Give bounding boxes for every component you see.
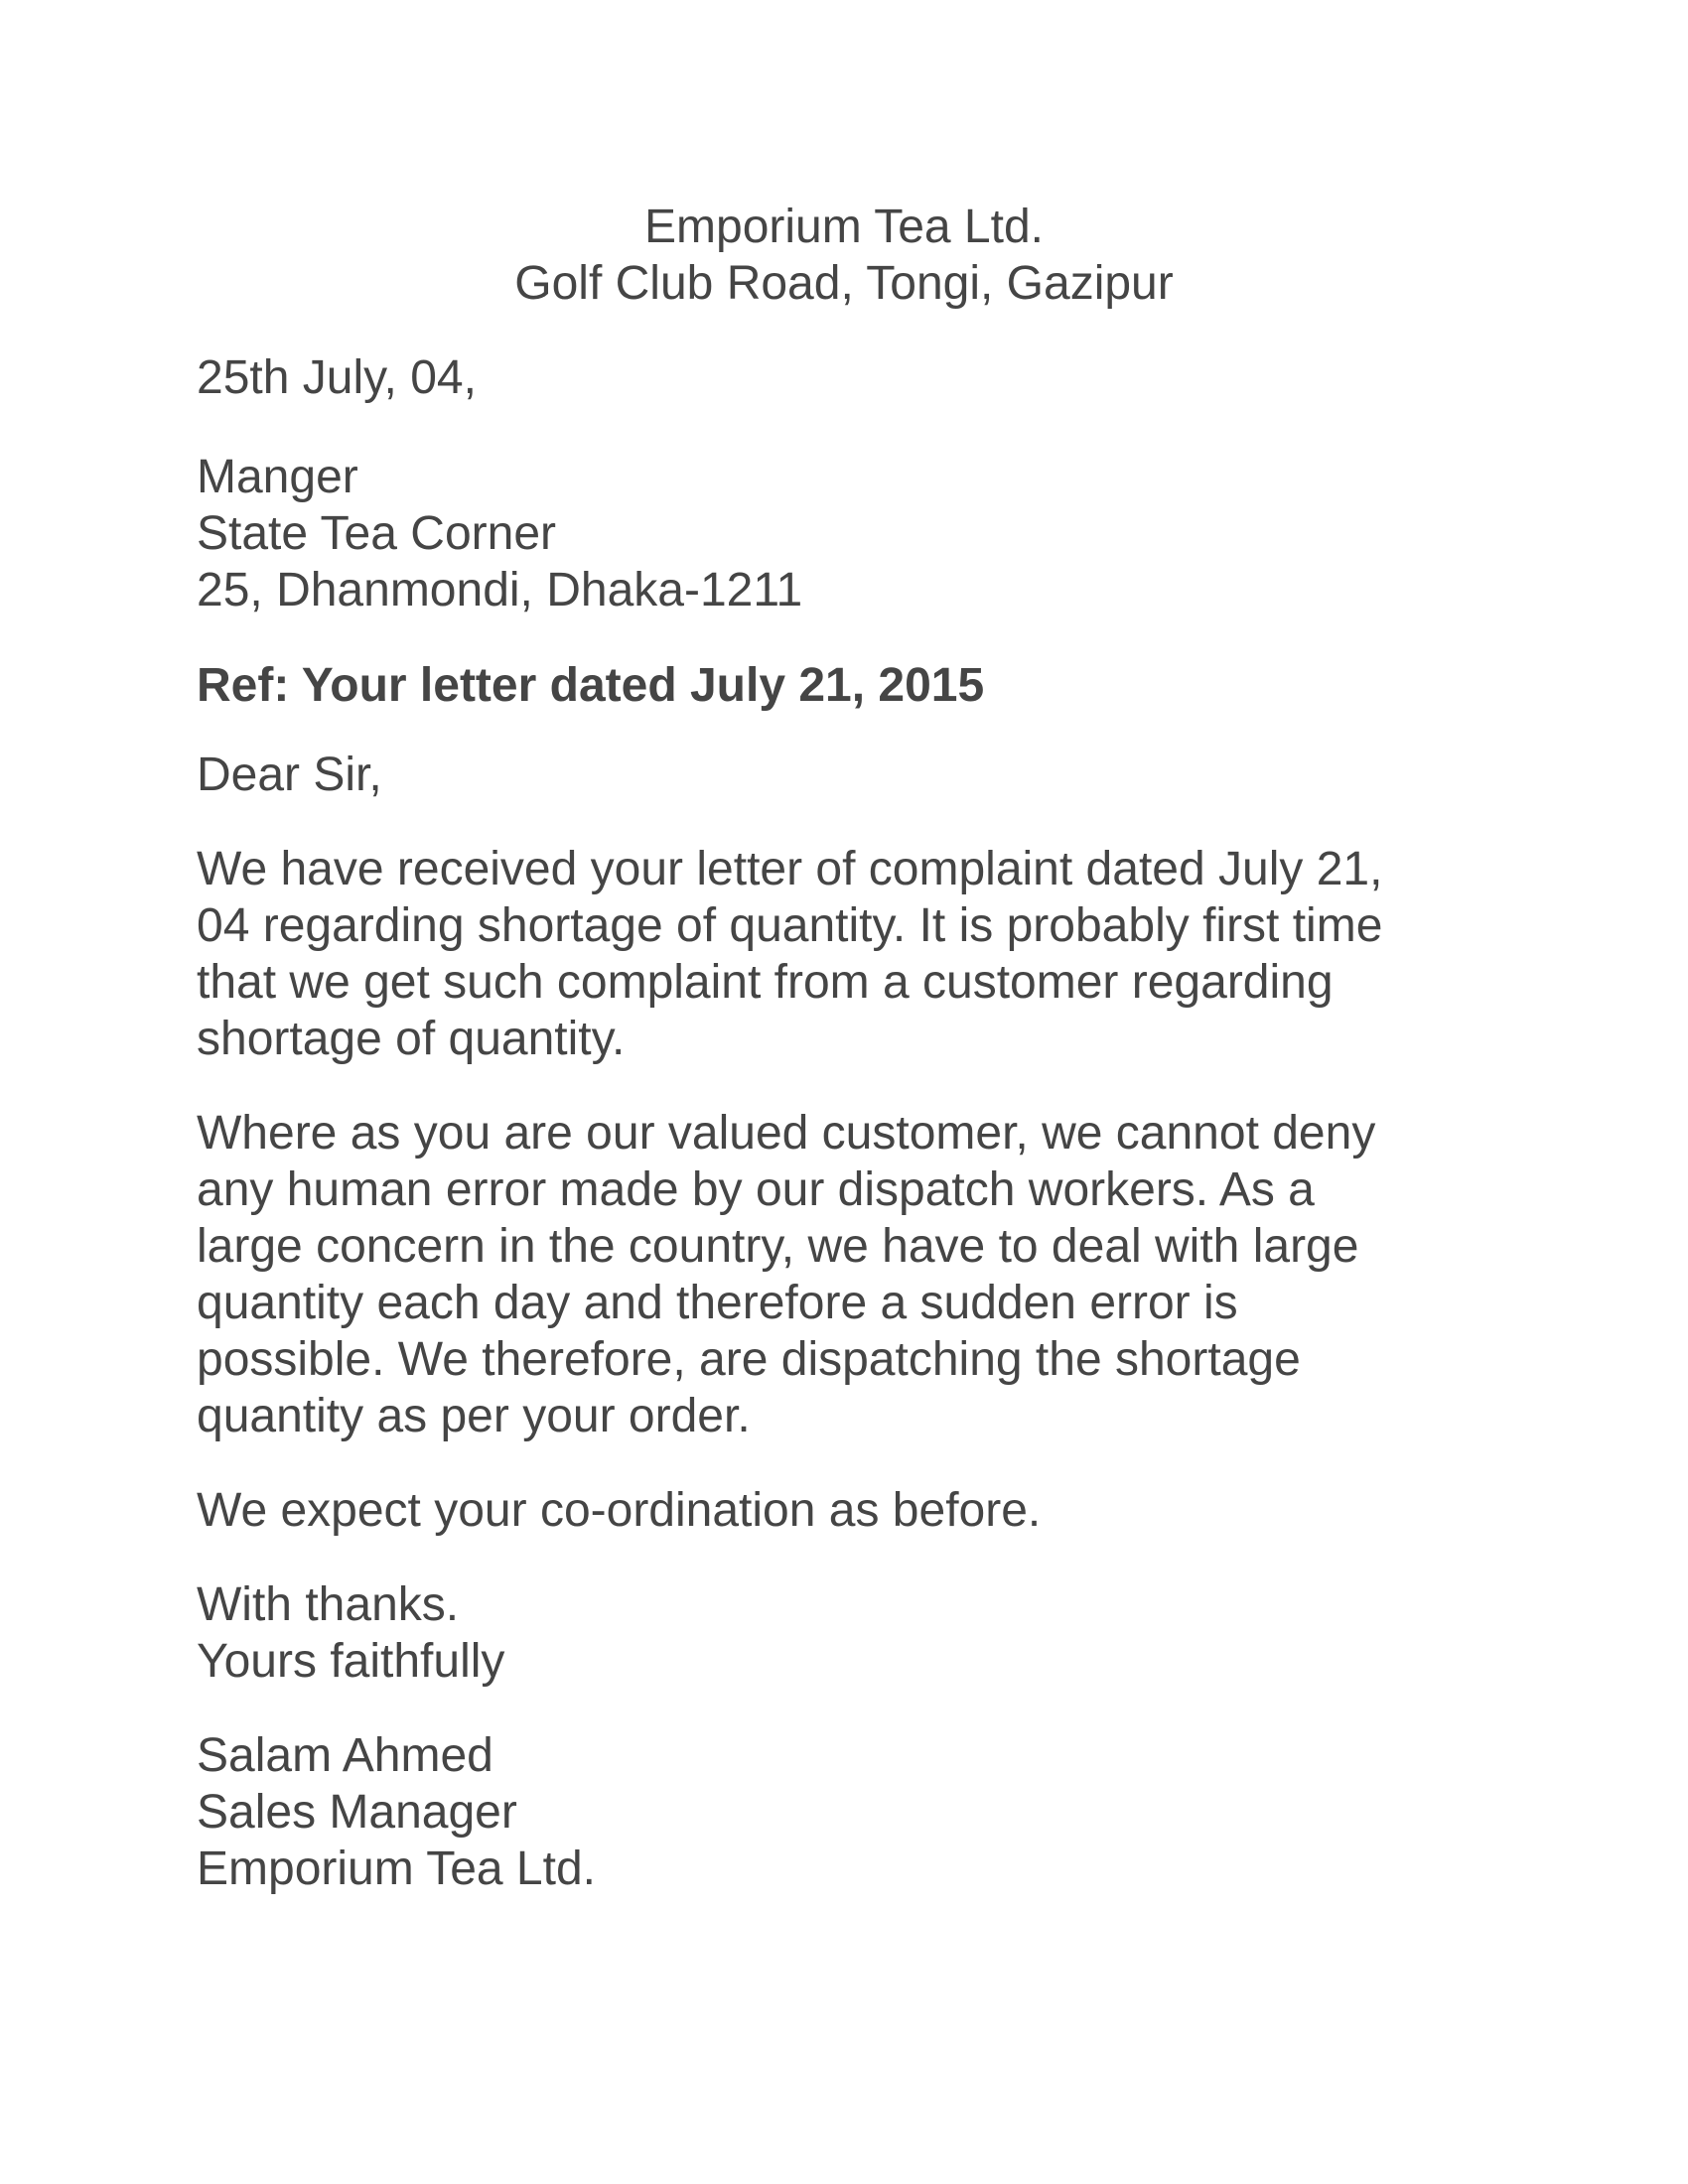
paragraph-line: shortage of quantity.	[197, 1013, 626, 1065]
paragraph-3: We expect your co-ordination as before.	[197, 1484, 1042, 1537]
recipient-title: Manger	[197, 451, 358, 503]
letterhead-address: Golf Club Road, Tongi, Gazipur	[514, 257, 1174, 310]
salutation: Dear Sir,	[197, 749, 382, 801]
paragraph-line: any human error made by our dispatch workers. As a	[197, 1163, 1315, 1216]
paragraph-line: We have received your letter of complaint dated July 21,	[197, 843, 1383, 895]
paragraph-line: that we get such complaint from a customer regarding	[197, 956, 1334, 1009]
paragraph-line: Where as you are our valued customer, we cannot deny	[197, 1107, 1376, 1160]
letter-date: 25th July, 04,	[197, 351, 477, 404]
recipient-organization: State Tea Corner	[197, 507, 556, 560]
paragraph-line: 04 regarding shortage of quantity. It is probably first time	[197, 899, 1383, 952]
reference-line: Ref: Your letter dated July 21, 2015	[197, 659, 985, 712]
paragraph-line: possible. We therefore, are dispatching the shortage	[197, 1333, 1301, 1386]
signature-designation: Sales Manager	[197, 1786, 517, 1839]
signature-name: Salam Ahmed	[197, 1729, 493, 1782]
letterhead-company: Emporium Tea Ltd.	[644, 201, 1044, 253]
recipient-address: 25, Dhanmondi, Dhaka-1211	[197, 564, 803, 616]
closing-sign-off: Yours faithfully	[197, 1635, 505, 1688]
paragraph-line: quantity as per your order.	[197, 1390, 751, 1442]
signature-company: Emporium Tea Ltd.	[197, 1843, 596, 1895]
paragraph-line: quantity each day and therefore a sudden error is	[197, 1277, 1238, 1329]
paragraph-line: large concern in the country, we have to deal with large	[197, 1220, 1359, 1273]
closing-thanks: With thanks.	[197, 1578, 460, 1631]
